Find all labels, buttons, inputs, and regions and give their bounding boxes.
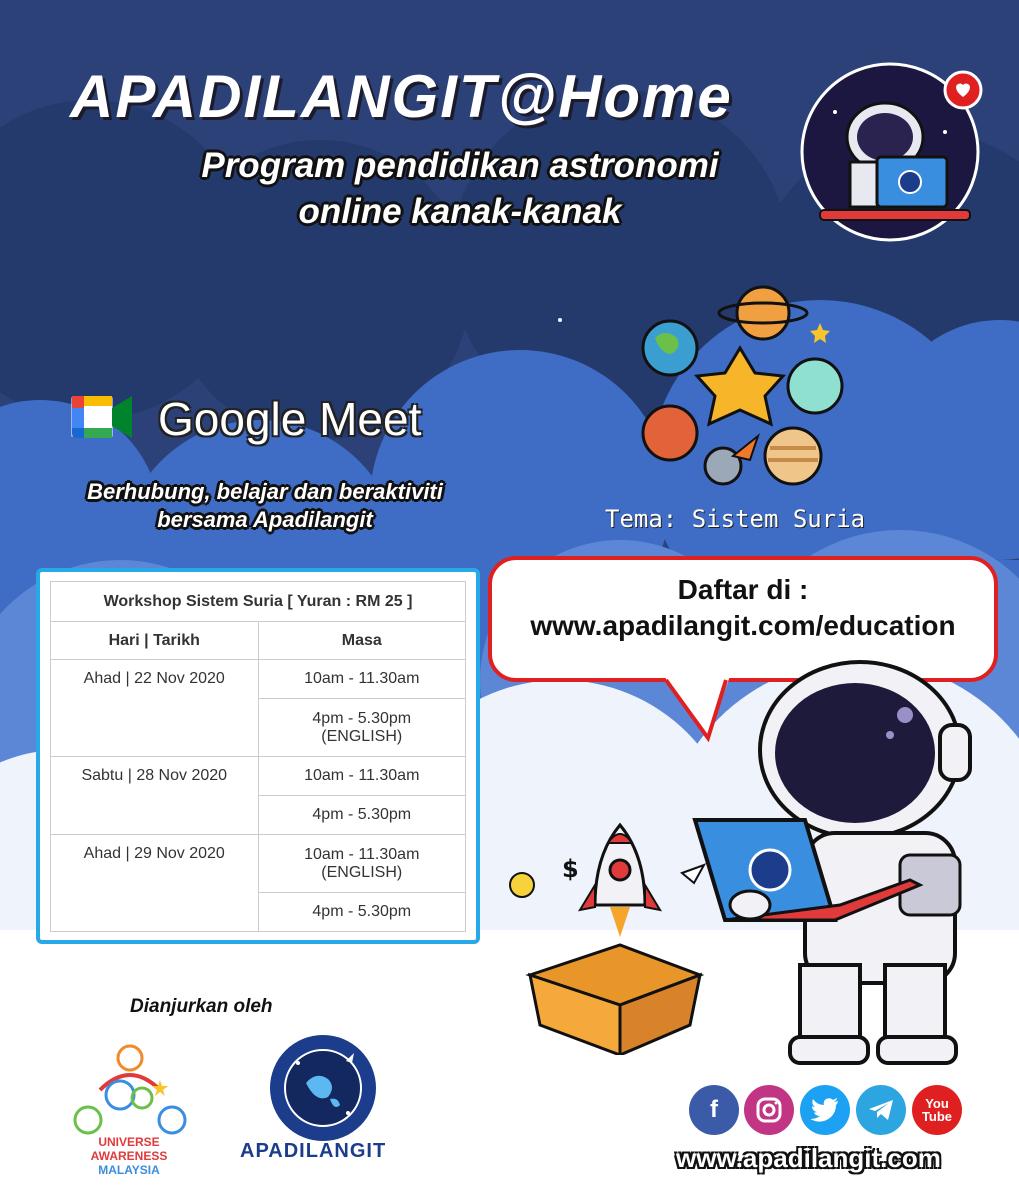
org1-line-2: MALAYSIA bbox=[98, 1163, 160, 1177]
subtitle-line-2: online kanak-kanak bbox=[298, 192, 622, 231]
universe-awareness-logo bbox=[70, 1040, 190, 1135]
apadilangit-logo bbox=[268, 1033, 378, 1143]
time-slot bbox=[258, 835, 466, 893]
telegram-icon[interactable] bbox=[856, 1085, 906, 1135]
poster-title: APADILANGIT@Home bbox=[70, 63, 733, 130]
time-slot: 4pm - 5.30pm bbox=[258, 893, 466, 932]
day-date: Sabtu | 28 Nov 2020 bbox=[81, 767, 228, 784]
universe-awareness-label bbox=[66, 1135, 192, 1177]
workshop-schedule-card bbox=[36, 568, 480, 944]
google-meet-icon bbox=[68, 388, 140, 446]
twitter-icon[interactable] bbox=[800, 1085, 850, 1135]
solar-system-illustration bbox=[625, 278, 855, 493]
column-header-time: Masa bbox=[258, 622, 466, 660]
astronaut-laptop-badge bbox=[795, 62, 995, 242]
organized-by-label: Dianjurkan oleh bbox=[130, 996, 273, 1017]
svg-text:$: $ bbox=[562, 855, 579, 883]
time-slot-time: 10am - 11.30am bbox=[304, 845, 420, 863]
time-slot bbox=[258, 699, 466, 757]
apadilangit-label: APADILANGIT bbox=[240, 1140, 387, 1162]
subtitle-line-1: Program pendidikan astronomi bbox=[201, 146, 719, 185]
table-row-day bbox=[51, 660, 259, 757]
theme-label: Tema: Sistem Suria bbox=[605, 505, 866, 533]
tagline-line-1: Berhubung, belajar dan beraktiviti bbox=[87, 479, 443, 504]
time-slot: 10am - 11.30am bbox=[258, 660, 466, 699]
time-slot-note: (ENGLISH) bbox=[321, 863, 403, 881]
table-row-day bbox=[51, 757, 259, 835]
table-row-day bbox=[51, 835, 259, 932]
astronaut-illustration bbox=[690, 655, 1010, 1075]
time-slot-note: (ENGLISH) bbox=[321, 727, 403, 745]
website-link[interactable]: www.apadilangit.com bbox=[676, 1143, 941, 1173]
facebook-icon[interactable]: f bbox=[689, 1085, 739, 1135]
time-slot: 10am - 11.30am bbox=[258, 757, 466, 796]
column-header-day: Hari | Tarikh bbox=[51, 622, 259, 660]
time-slot: 4pm - 5.30pm bbox=[258, 796, 466, 835]
register-url[interactable]: www.apadilangit.com/education bbox=[530, 610, 956, 641]
workshop-schedule-table bbox=[50, 581, 466, 932]
instagram-icon[interactable] bbox=[744, 1085, 794, 1135]
org1-line-1: UNIVERSE AWARENESS bbox=[90, 1135, 168, 1163]
day-date: Ahad | 22 Nov 2020 bbox=[83, 670, 225, 687]
youtube-icon[interactable] bbox=[912, 1085, 962, 1135]
google-meet-label: Google Meet bbox=[158, 393, 422, 445]
workshop-title: Workshop Sistem Suria [ Yuran : RM 25 ] bbox=[51, 582, 466, 622]
time-slot-time: 4pm - 5.30pm bbox=[312, 709, 412, 727]
tagline bbox=[40, 478, 490, 534]
tagline-line-2: bersama Apadilangit bbox=[157, 507, 373, 532]
day-date: Ahad | 29 Nov 2020 bbox=[83, 845, 225, 862]
register-label: Daftar di : bbox=[677, 574, 809, 605]
poster-subtitle bbox=[150, 143, 770, 235]
youtube-label-bottom: Tube bbox=[921, 1109, 953, 1124]
rocket-box-illustration bbox=[500, 815, 720, 1055]
youtube-label-top: You bbox=[925, 1096, 949, 1111]
